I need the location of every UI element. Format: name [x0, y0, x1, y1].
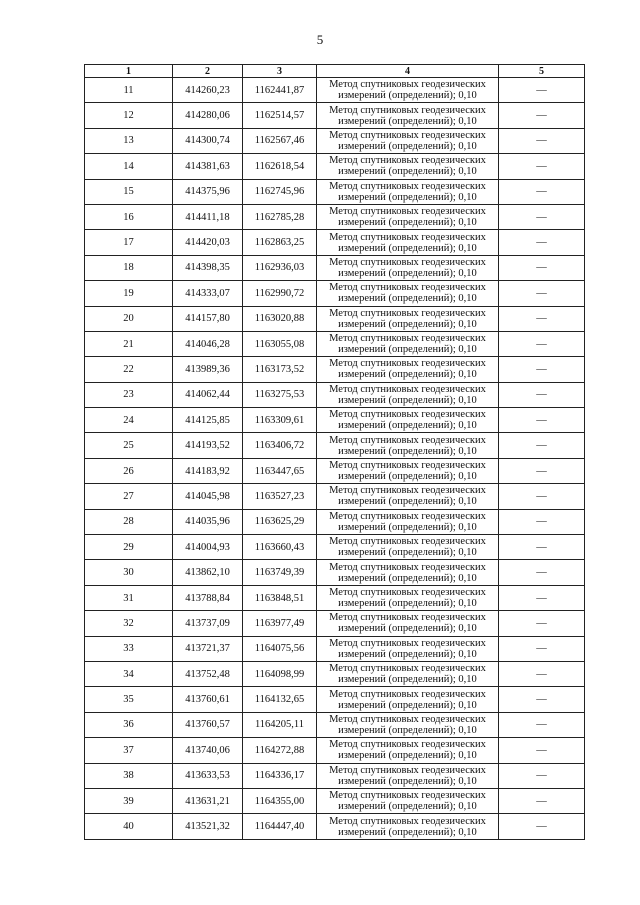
y-coordinate-cell: 1163406,72: [243, 433, 317, 458]
table-row: [85, 458, 585, 483]
method-line-1: Метод спутниковых геодезических: [329, 231, 486, 243]
method-line-2: измерений (определений); 0,10: [338, 140, 477, 152]
method-line-1: Метод спутниковых геодезических: [329, 460, 486, 472]
table-row: [85, 331, 585, 356]
y-coordinate-cell: 1162785,28: [243, 204, 317, 229]
note-cell: —: [499, 306, 585, 331]
method-line-2: измерений (определений); 0,10: [338, 115, 477, 127]
method-cell: [317, 179, 499, 204]
method-cell: [317, 357, 499, 382]
method-cell: [317, 763, 499, 788]
method-line-1: Метод спутниковых геодезических: [329, 104, 486, 116]
method-cell: [317, 306, 499, 331]
method-cell: [317, 535, 499, 560]
x-coordinate-cell: 413721,37: [173, 636, 243, 661]
table-row: [85, 230, 585, 255]
table-row: [85, 738, 585, 763]
point-number-cell: 14: [85, 154, 173, 179]
note-cell: —: [499, 230, 585, 255]
method-line-2: измерений (определений); 0,10: [338, 344, 477, 356]
point-number-cell: 28: [85, 509, 173, 534]
method-cell: [317, 509, 499, 534]
y-coordinate-cell: 1163848,51: [243, 585, 317, 610]
x-coordinate-cell: 413631,21: [173, 788, 243, 813]
method-cell: [317, 712, 499, 737]
method-line-1: Метод спутниковых геодезических: [329, 663, 486, 675]
note-cell: —: [499, 458, 585, 483]
note-cell: —: [499, 103, 585, 128]
note-cell: —: [499, 331, 585, 356]
table-row: [85, 357, 585, 382]
point-number-cell: 31: [85, 585, 173, 610]
point-number-cell: 23: [85, 382, 173, 407]
table-row: [85, 78, 585, 103]
point-number-cell: 38: [85, 763, 173, 788]
method-line-2: измерений (определений); 0,10: [338, 166, 477, 178]
y-coordinate-cell: 1163447,65: [243, 458, 317, 483]
y-coordinate-cell: 1163625,29: [243, 509, 317, 534]
method-cell: [317, 788, 499, 813]
table-row: [85, 560, 585, 585]
table-row: [85, 382, 585, 407]
method-line-1: Метод спутниковых геодезических: [329, 79, 486, 91]
method-cell: [317, 78, 499, 103]
method-line-1: Метод спутниковых геодезических: [329, 485, 486, 497]
method-cell: [317, 204, 499, 229]
x-coordinate-cell: 413633,53: [173, 763, 243, 788]
point-number-cell: 26: [85, 458, 173, 483]
method-line-1: Метод спутниковых геодезических: [329, 739, 486, 751]
method-cell: [317, 687, 499, 712]
y-coordinate-cell: 1162618,54: [243, 154, 317, 179]
note-cell: —: [499, 128, 585, 153]
x-coordinate-cell: 414157,80: [173, 306, 243, 331]
note-cell: —: [499, 814, 585, 839]
x-coordinate-cell: 414420,03: [173, 230, 243, 255]
y-coordinate-cell: 1162936,03: [243, 255, 317, 280]
method-line-1: Метод спутниковых геодезических: [329, 434, 486, 446]
x-coordinate-cell: 413862,10: [173, 560, 243, 585]
method-cell: [317, 255, 499, 280]
x-coordinate-cell: 414004,93: [173, 535, 243, 560]
method-line-1: Метод спутниковых геодезических: [329, 282, 486, 294]
note-cell: —: [499, 636, 585, 661]
point-number-cell: 30: [85, 560, 173, 585]
y-coordinate-cell: 1164336,17: [243, 763, 317, 788]
method-line-1: Метод спутниковых геодезических: [329, 333, 486, 345]
method-line-1: Метод спутниковых геодезических: [329, 612, 486, 624]
method-line-2: измерений (определений); 0,10: [338, 572, 477, 584]
method-line-1: Метод спутниковых геодезических: [329, 790, 486, 802]
x-coordinate-cell: 414398,35: [173, 255, 243, 280]
point-number-cell: 13: [85, 128, 173, 153]
point-number-cell: 25: [85, 433, 173, 458]
method-line-2: измерений (определений); 0,10: [338, 826, 477, 838]
y-coordinate-cell: 1162567,46: [243, 128, 317, 153]
method-cell: [317, 408, 499, 433]
method-line-1: Метод спутниковых геодезических: [329, 358, 486, 370]
method-line-2: измерений (определений); 0,10: [338, 242, 477, 254]
y-coordinate-cell: 1163977,49: [243, 611, 317, 636]
method-line-2: измерений (определений); 0,10: [338, 445, 477, 457]
table-row: [85, 661, 585, 686]
method-line-2: измерений (определений); 0,10: [338, 394, 477, 406]
x-coordinate-cell: 414035,96: [173, 509, 243, 534]
method-line-2: измерений (определений); 0,10: [338, 191, 477, 203]
method-line-2: измерений (определений); 0,10: [338, 699, 477, 711]
method-line-1: Метод спутниковых геодезических: [329, 383, 486, 395]
table-row: [85, 433, 585, 458]
note-cell: —: [499, 661, 585, 686]
method-line-2: измерений (определений); 0,10: [338, 420, 477, 432]
table-row: [85, 636, 585, 661]
x-coordinate-cell: 414333,07: [173, 281, 243, 306]
table-row: [85, 408, 585, 433]
note-cell: —: [499, 357, 585, 382]
table-row: [85, 509, 585, 534]
note-cell: —: [499, 154, 585, 179]
method-cell: [317, 636, 499, 661]
y-coordinate-cell: 1164272,88: [243, 738, 317, 763]
y-coordinate-cell: 1164098,99: [243, 661, 317, 686]
note-cell: —: [499, 255, 585, 280]
method-line-1: Метод спутниковых геодезических: [329, 129, 486, 141]
method-line-1: Метод спутниковых геодезических: [329, 815, 486, 827]
point-number-cell: 40: [85, 814, 173, 839]
method-line-2: измерений (определений); 0,10: [338, 775, 477, 787]
method-line-1: Метод спутниковых геодезических: [329, 307, 486, 319]
point-number-cell: 32: [85, 611, 173, 636]
note-cell: —: [499, 788, 585, 813]
point-number-cell: 12: [85, 103, 173, 128]
y-coordinate-cell: 1163173,52: [243, 357, 317, 382]
point-number-cell: 33: [85, 636, 173, 661]
x-coordinate-cell: 414280,06: [173, 103, 243, 128]
table-row: [85, 306, 585, 331]
method-cell: [317, 230, 499, 255]
column-header-4: 4: [317, 65, 499, 78]
y-coordinate-cell: 1162745,96: [243, 179, 317, 204]
x-coordinate-cell: 414183,92: [173, 458, 243, 483]
x-coordinate-cell: 414045,98: [173, 484, 243, 509]
y-coordinate-cell: 1163527,23: [243, 484, 317, 509]
table-row: [85, 788, 585, 813]
table-row: [85, 814, 585, 839]
method-line-2: измерений (определений); 0,10: [338, 267, 477, 279]
method-cell: [317, 560, 499, 585]
method-line-1: Метод спутниковых геодезических: [329, 256, 486, 268]
method-line-2: измерений (определений); 0,10: [338, 318, 477, 330]
column-header-5: 5: [499, 65, 585, 78]
y-coordinate-cell: 1164355,00: [243, 788, 317, 813]
method-cell: [317, 738, 499, 763]
method-line-1: Метод спутниковых геодезических: [329, 764, 486, 776]
y-coordinate-cell: 1164205,11: [243, 712, 317, 737]
method-line-1: Метод спутниковых геодезических: [329, 206, 486, 218]
table-row: [85, 204, 585, 229]
method-line-2: измерений (определений); 0,10: [338, 293, 477, 305]
point-number-cell: 17: [85, 230, 173, 255]
y-coordinate-cell: 1163055,08: [243, 331, 317, 356]
note-cell: —: [499, 687, 585, 712]
method-line-1: Метод спутниковых геодезических: [329, 180, 486, 192]
table-row: [85, 763, 585, 788]
point-number-cell: 24: [85, 408, 173, 433]
method-cell: [317, 382, 499, 407]
point-number-cell: 19: [85, 281, 173, 306]
table-row: [85, 535, 585, 560]
method-line-2: измерений (определений); 0,10: [338, 217, 477, 229]
method-cell: [317, 154, 499, 179]
table-row: [85, 103, 585, 128]
note-cell: —: [499, 763, 585, 788]
method-cell: [317, 611, 499, 636]
note-cell: —: [499, 509, 585, 534]
method-cell: [317, 814, 499, 839]
note-cell: —: [499, 78, 585, 103]
y-coordinate-cell: 1164132,65: [243, 687, 317, 712]
y-coordinate-cell: 1162441,87: [243, 78, 317, 103]
method-line-2: измерений (определений); 0,10: [338, 471, 477, 483]
note-cell: —: [499, 560, 585, 585]
y-coordinate-cell: 1163309,61: [243, 408, 317, 433]
x-coordinate-cell: 413740,06: [173, 738, 243, 763]
table-row: [85, 687, 585, 712]
method-line-1: Метод спутниковых геодезических: [329, 561, 486, 573]
coordinates-table: [84, 64, 585, 840]
x-coordinate-cell: 413760,61: [173, 687, 243, 712]
point-number-cell: 34: [85, 661, 173, 686]
method-line-2: измерений (определений); 0,10: [338, 750, 477, 762]
table-row: [85, 281, 585, 306]
x-coordinate-cell: 414125,85: [173, 408, 243, 433]
column-header-2: 2: [173, 65, 243, 78]
point-number-cell: 16: [85, 204, 173, 229]
note-cell: —: [499, 408, 585, 433]
table-row: [85, 585, 585, 610]
point-number-cell: 37: [85, 738, 173, 763]
point-number-cell: 21: [85, 331, 173, 356]
method-cell: [317, 661, 499, 686]
table-row: [85, 484, 585, 509]
column-header-3: 3: [243, 65, 317, 78]
point-number-cell: 22: [85, 357, 173, 382]
method-line-2: измерений (определений); 0,10: [338, 496, 477, 508]
point-number-cell: 15: [85, 179, 173, 204]
x-coordinate-cell: 413752,48: [173, 661, 243, 686]
x-coordinate-cell: 414260,23: [173, 78, 243, 103]
method-line-1: Метод спутниковых геодезических: [329, 688, 486, 700]
note-cell: —: [499, 585, 585, 610]
method-line-1: Метод спутниковых геодезических: [329, 587, 486, 598]
x-coordinate-cell: 413788,84: [173, 585, 243, 610]
method-line-1: Метод спутниковых геодезических: [329, 155, 486, 167]
note-cell: —: [499, 382, 585, 407]
note-cell: —: [499, 281, 585, 306]
method-line-2: измерений (определений); 0,10: [338, 648, 477, 660]
note-cell: —: [499, 611, 585, 636]
method-cell: [317, 484, 499, 509]
method-line-1: Метод спутниковых геодезических: [329, 637, 486, 649]
method-line-1: Метод спутниковых геодезических: [329, 536, 486, 548]
method-line-2: измерений (определений); 0,10: [338, 90, 477, 102]
y-coordinate-cell: 1164447,40: [243, 814, 317, 839]
x-coordinate-cell: 414411,18: [173, 204, 243, 229]
x-coordinate-cell: 414300,74: [173, 128, 243, 153]
table-row: [85, 128, 585, 153]
table-header-row: [85, 65, 585, 78]
x-coordinate-cell: 413989,36: [173, 357, 243, 382]
y-coordinate-cell: 1162863,25: [243, 230, 317, 255]
column-header-1: 1: [85, 65, 173, 78]
method-line-1: Метод спутниковых геодезических: [329, 409, 486, 421]
point-number-cell: 35: [85, 687, 173, 712]
method-line-2: измерений (определений); 0,10: [338, 369, 477, 381]
x-coordinate-cell: 414375,96: [173, 179, 243, 204]
x-coordinate-cell: 413521,32: [173, 814, 243, 839]
table-row: [85, 154, 585, 179]
method-cell: [317, 458, 499, 483]
method-line-2: измерений (определений); 0,10: [338, 623, 477, 635]
point-number-cell: 27: [85, 484, 173, 509]
point-number-cell: 36: [85, 712, 173, 737]
table-row: [85, 611, 585, 636]
method-cell: [317, 433, 499, 458]
point-number-cell: 29: [85, 535, 173, 560]
note-cell: —: [499, 535, 585, 560]
x-coordinate-cell: 413760,57: [173, 712, 243, 737]
method-line-2: измерений (определений); 0,10: [338, 547, 477, 559]
table-body: [85, 78, 585, 840]
note-cell: —: [499, 204, 585, 229]
table-row: [85, 712, 585, 737]
method-line-2: измерений (определений); 0,10: [338, 598, 477, 609]
table-row: [85, 179, 585, 204]
note-cell: —: [499, 179, 585, 204]
note-cell: —: [499, 484, 585, 509]
x-coordinate-cell: 413737,09: [173, 611, 243, 636]
method-cell: [317, 103, 499, 128]
method-line-2: измерений (определений); 0,10: [338, 521, 477, 533]
method-cell: [317, 281, 499, 306]
method-line-1: Метод спутниковых геодезических: [329, 510, 486, 522]
x-coordinate-cell: 414193,52: [173, 433, 243, 458]
y-coordinate-cell: 1163275,53: [243, 382, 317, 407]
x-coordinate-cell: 414381,63: [173, 154, 243, 179]
method-cell: [317, 128, 499, 153]
x-coordinate-cell: 414046,28: [173, 331, 243, 356]
point-number-cell: 39: [85, 788, 173, 813]
y-coordinate-cell: 1163660,43: [243, 535, 317, 560]
table-row: [85, 255, 585, 280]
note-cell: —: [499, 712, 585, 737]
method-line-2: измерений (определений); 0,10: [338, 674, 477, 686]
point-number-cell: 11: [85, 78, 173, 103]
method-cell: [317, 331, 499, 356]
method-line-1: Метод спутниковых геодезических: [329, 713, 486, 725]
point-number-cell: 18: [85, 255, 173, 280]
y-coordinate-cell: 1163020,88: [243, 306, 317, 331]
x-coordinate-cell: 414062,44: [173, 382, 243, 407]
note-cell: —: [499, 738, 585, 763]
point-number-cell: 20: [85, 306, 173, 331]
y-coordinate-cell: 1162990,72: [243, 281, 317, 306]
y-coordinate-cell: 1164075,56: [243, 636, 317, 661]
note-cell: —: [499, 433, 585, 458]
page-number: 5: [316, 32, 324, 47]
y-coordinate-cell: 1163749,39: [243, 560, 317, 585]
method-line-2: измерений (определений); 0,10: [338, 801, 477, 813]
y-coordinate-cell: 1162514,57: [243, 103, 317, 128]
method-line-2: измерений (определений); 0,10: [338, 724, 477, 736]
method-cell: [317, 585, 499, 610]
